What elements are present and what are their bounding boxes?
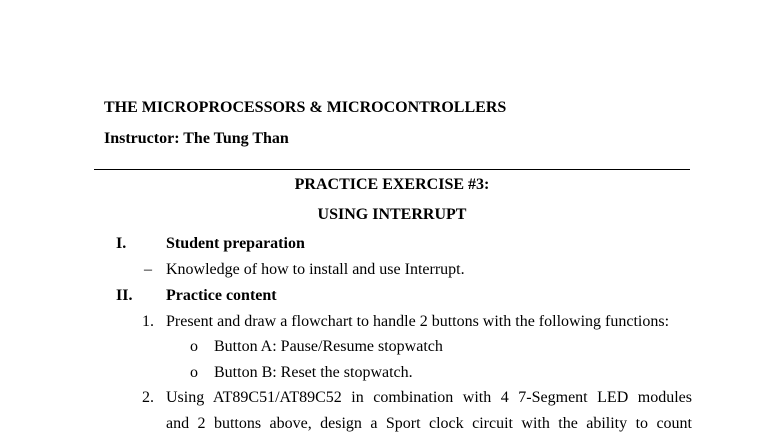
list-item-text: Knowledge of how to install and use Interrupt. <box>166 261 465 278</box>
list-number-1: 1. <box>142 313 154 330</box>
sublist-item-text: Button B: Reset the stopwatch. <box>214 364 413 381</box>
list-number-2: 2. <box>142 389 154 406</box>
exercise-subtitle: USING INTERRUPT <box>317 206 467 223</box>
list-marker-dash: – <box>144 261 152 278</box>
list-item-text: Present and draw a flowchart to handle 2 buttons with the following functions: <box>166 313 670 330</box>
section-heading-student-preparation: Student preparation <box>166 235 305 252</box>
section-numeral-1: I. <box>116 235 127 252</box>
section-numeral-2: II. <box>116 287 133 304</box>
course-title: THE MICROPROCESSORS & MICROCONTROLLERS <box>104 99 507 116</box>
list-item-text-line1: Using AT89C51/AT89C52 in combination with 4 7-Segment LED modules <box>166 389 692 406</box>
sublist-item-text: Button A: Pause/Resume stopwatch <box>214 338 443 355</box>
list-item-text-line2: and 2 buttons above, design a Sport clock circuit with the ability to count <box>166 415 692 432</box>
sublist-bullet: o <box>190 338 198 355</box>
section-heading-practice-content: Practice content <box>166 287 277 304</box>
header-divider <box>94 169 690 170</box>
instructor-line: Instructor: The Tung Than <box>104 130 289 147</box>
exercise-title: PRACTICE EXERCISE #3: <box>294 176 490 193</box>
sublist-bullet: o <box>190 364 198 381</box>
